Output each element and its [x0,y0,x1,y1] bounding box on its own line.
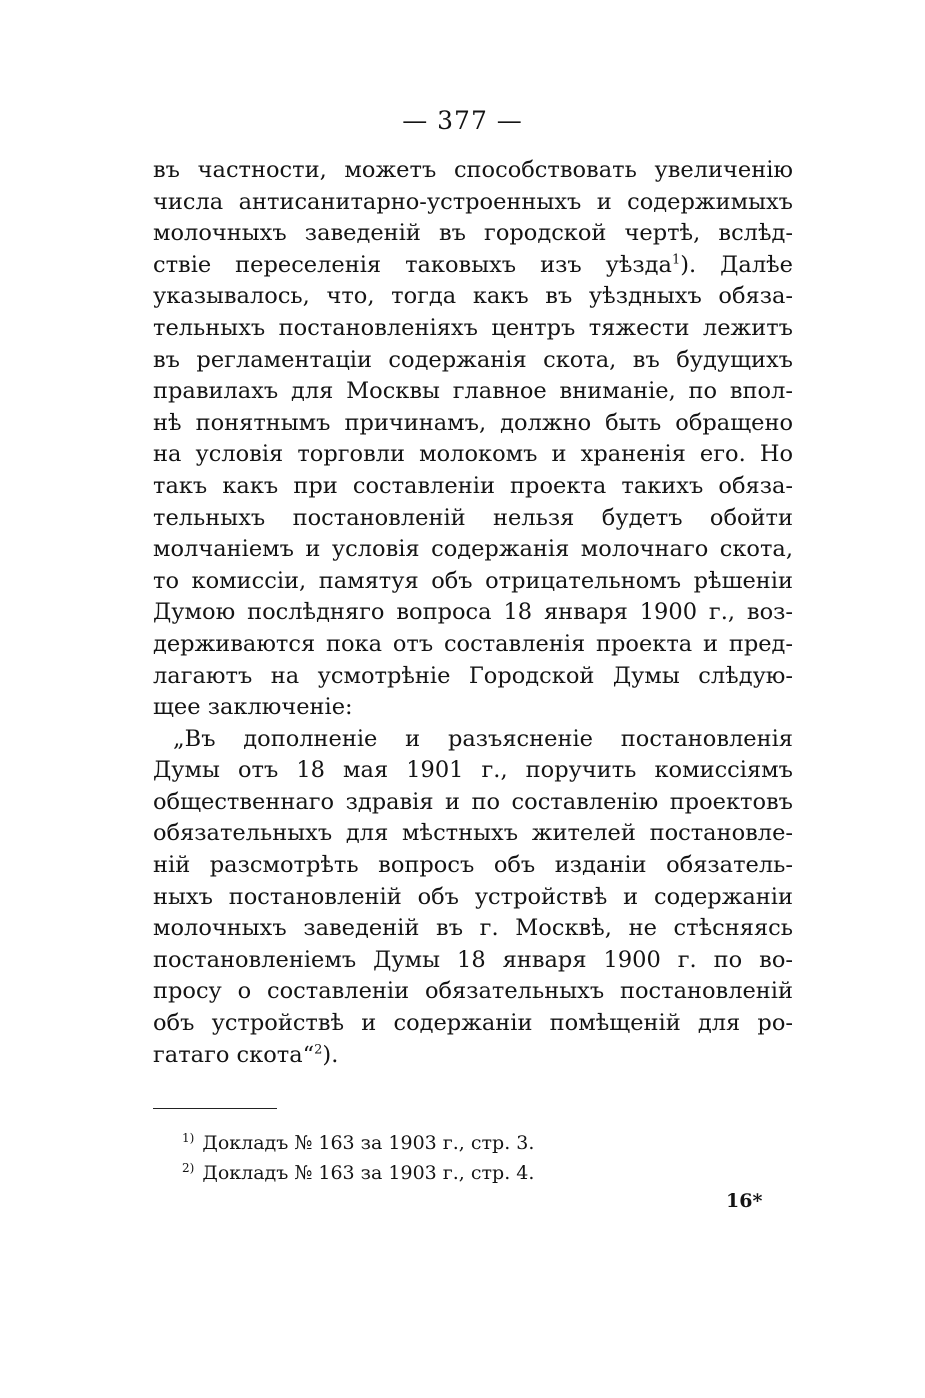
printer-signature: 16* [726,1190,763,1212]
text-line-content: числа антисанитарно-устроенныхъ и содержимыхъ [153,188,793,215]
text-line-content: лагаютъ на усмотрѣніе Городской Думы слѣдую- [153,662,793,689]
text-line [153,376,793,408]
footnote-reference: 2 [314,1042,323,1058]
text-line [153,566,793,598]
text-line [153,408,793,440]
text-line [153,534,793,566]
text-line [153,503,793,535]
text-line [153,218,793,250]
text-line-content: въ регламентаціи содержанія скота, въ будущихъ [153,346,793,373]
text-line-content: общественнаго здравія и по составленію проектовъ [153,788,793,815]
text-line-content: щее заключеніе: [153,694,353,721]
text-line-content: то комиссіи, памятуя объ отрицательномъ рѣшеніи [153,567,793,594]
text-line-content: ній разсмотрѣть вопросъ объ изданіи обязатель- [153,852,793,879]
page-number: — 377 — [402,106,523,135]
footnote-text: Докладъ № 163 за 1903 г., стр. 3. [196,1132,535,1154]
text-line [153,976,793,1008]
text-line [153,471,793,503]
text-line-content: нѣ понятнымъ причинамъ, должно быть обращено [153,409,793,436]
text-line-content: Думою послѣдняго вопроса 18 января 1900 г., воз- [153,599,793,626]
text-line-content: молочныхъ заведеній въ городской чертѣ, вслѣд- [153,220,793,247]
text-line-content: постановленіемъ Думы 18 января 1900 г. по во- [153,946,793,973]
text-line [153,755,793,787]
text-line [153,661,793,693]
text-line-content: обязательныхъ для мѣстныхъ жителей постановле- [153,820,793,847]
footnote-mark: 1) [182,1130,195,1145]
text-line-content: тельныхъ постановленій нельзя будетъ обойти [153,504,793,531]
text-line [153,597,793,629]
text-line-content: молчаніемъ и условія содержанія молочнаго скота, [153,536,793,563]
text-line-content: въ частности, можетъ способствовать увеличенію [153,157,793,183]
footnote-divider [153,1108,277,1109]
text-line [153,250,793,282]
text-line [153,187,793,219]
text-line-content: Думы отъ 18 мая 1901 г., поручить комиссіямъ [153,757,793,784]
text-line [153,913,793,945]
text-line [153,818,793,850]
footnote-mark: 2) [182,1160,195,1175]
text-line [153,155,793,187]
footnote-text: Докладъ № 163 за 1903 г., стр. 4. [196,1162,535,1184]
text-line [153,313,793,345]
text-line [153,345,793,377]
text-line [153,945,793,977]
text-line-content: такъ какъ при составленіи проекта такихъ обяза- [153,472,793,499]
text-line [153,787,793,819]
text-line [153,882,793,914]
footnote [182,1128,782,1158]
text-line [153,439,793,471]
text-line [153,1008,793,1040]
footnote-reference: 1 [671,252,681,268]
text-line-content: ныхъ постановленій объ устройствѣ и содержаніи [153,883,793,910]
text-line-tail: ). Далѣе [680,251,793,278]
text-line-content: гатаго скота“ [153,1041,315,1068]
footnote [182,1158,782,1188]
text-line [153,692,793,724]
footnotes [182,1128,782,1188]
text-line [153,629,793,661]
body-text [153,155,793,1071]
text-line-content: правилахъ для Москвы главное вниманіе, по впол- [153,378,793,405]
text-line-content: ствіе переселенія таковыхъ изъ уѣзда [153,251,672,278]
text-line [153,850,793,882]
text-line [153,1040,793,1072]
text-line-tail: ). [322,1041,339,1068]
text-line-content: указывалось, что, тогда какъ въ уѣздныхъ обяза- [153,283,793,310]
text-line-content: тельныхъ постановленіяхъ центръ тяжести лежитъ [153,314,793,341]
text-line-content: объ устройствѣ и содержаніи помѣщеній для ро- [153,1010,793,1037]
text-line [153,281,793,313]
text-line-content: просу о составленіи обязательныхъ постановленій [153,978,793,1005]
text-line-content: „Въ дополненіе и разъясненіе постановленія [173,725,793,752]
text-line-content: на условія торговли молокомъ и храненія его. Но [153,441,793,468]
text-line-content: молочныхъ заведеній въ г. Москвѣ, не стѣсняясь [153,915,793,942]
text-line [153,724,793,756]
text-line-content: держиваются пока отъ составленія проекта и пред- [153,630,793,657]
